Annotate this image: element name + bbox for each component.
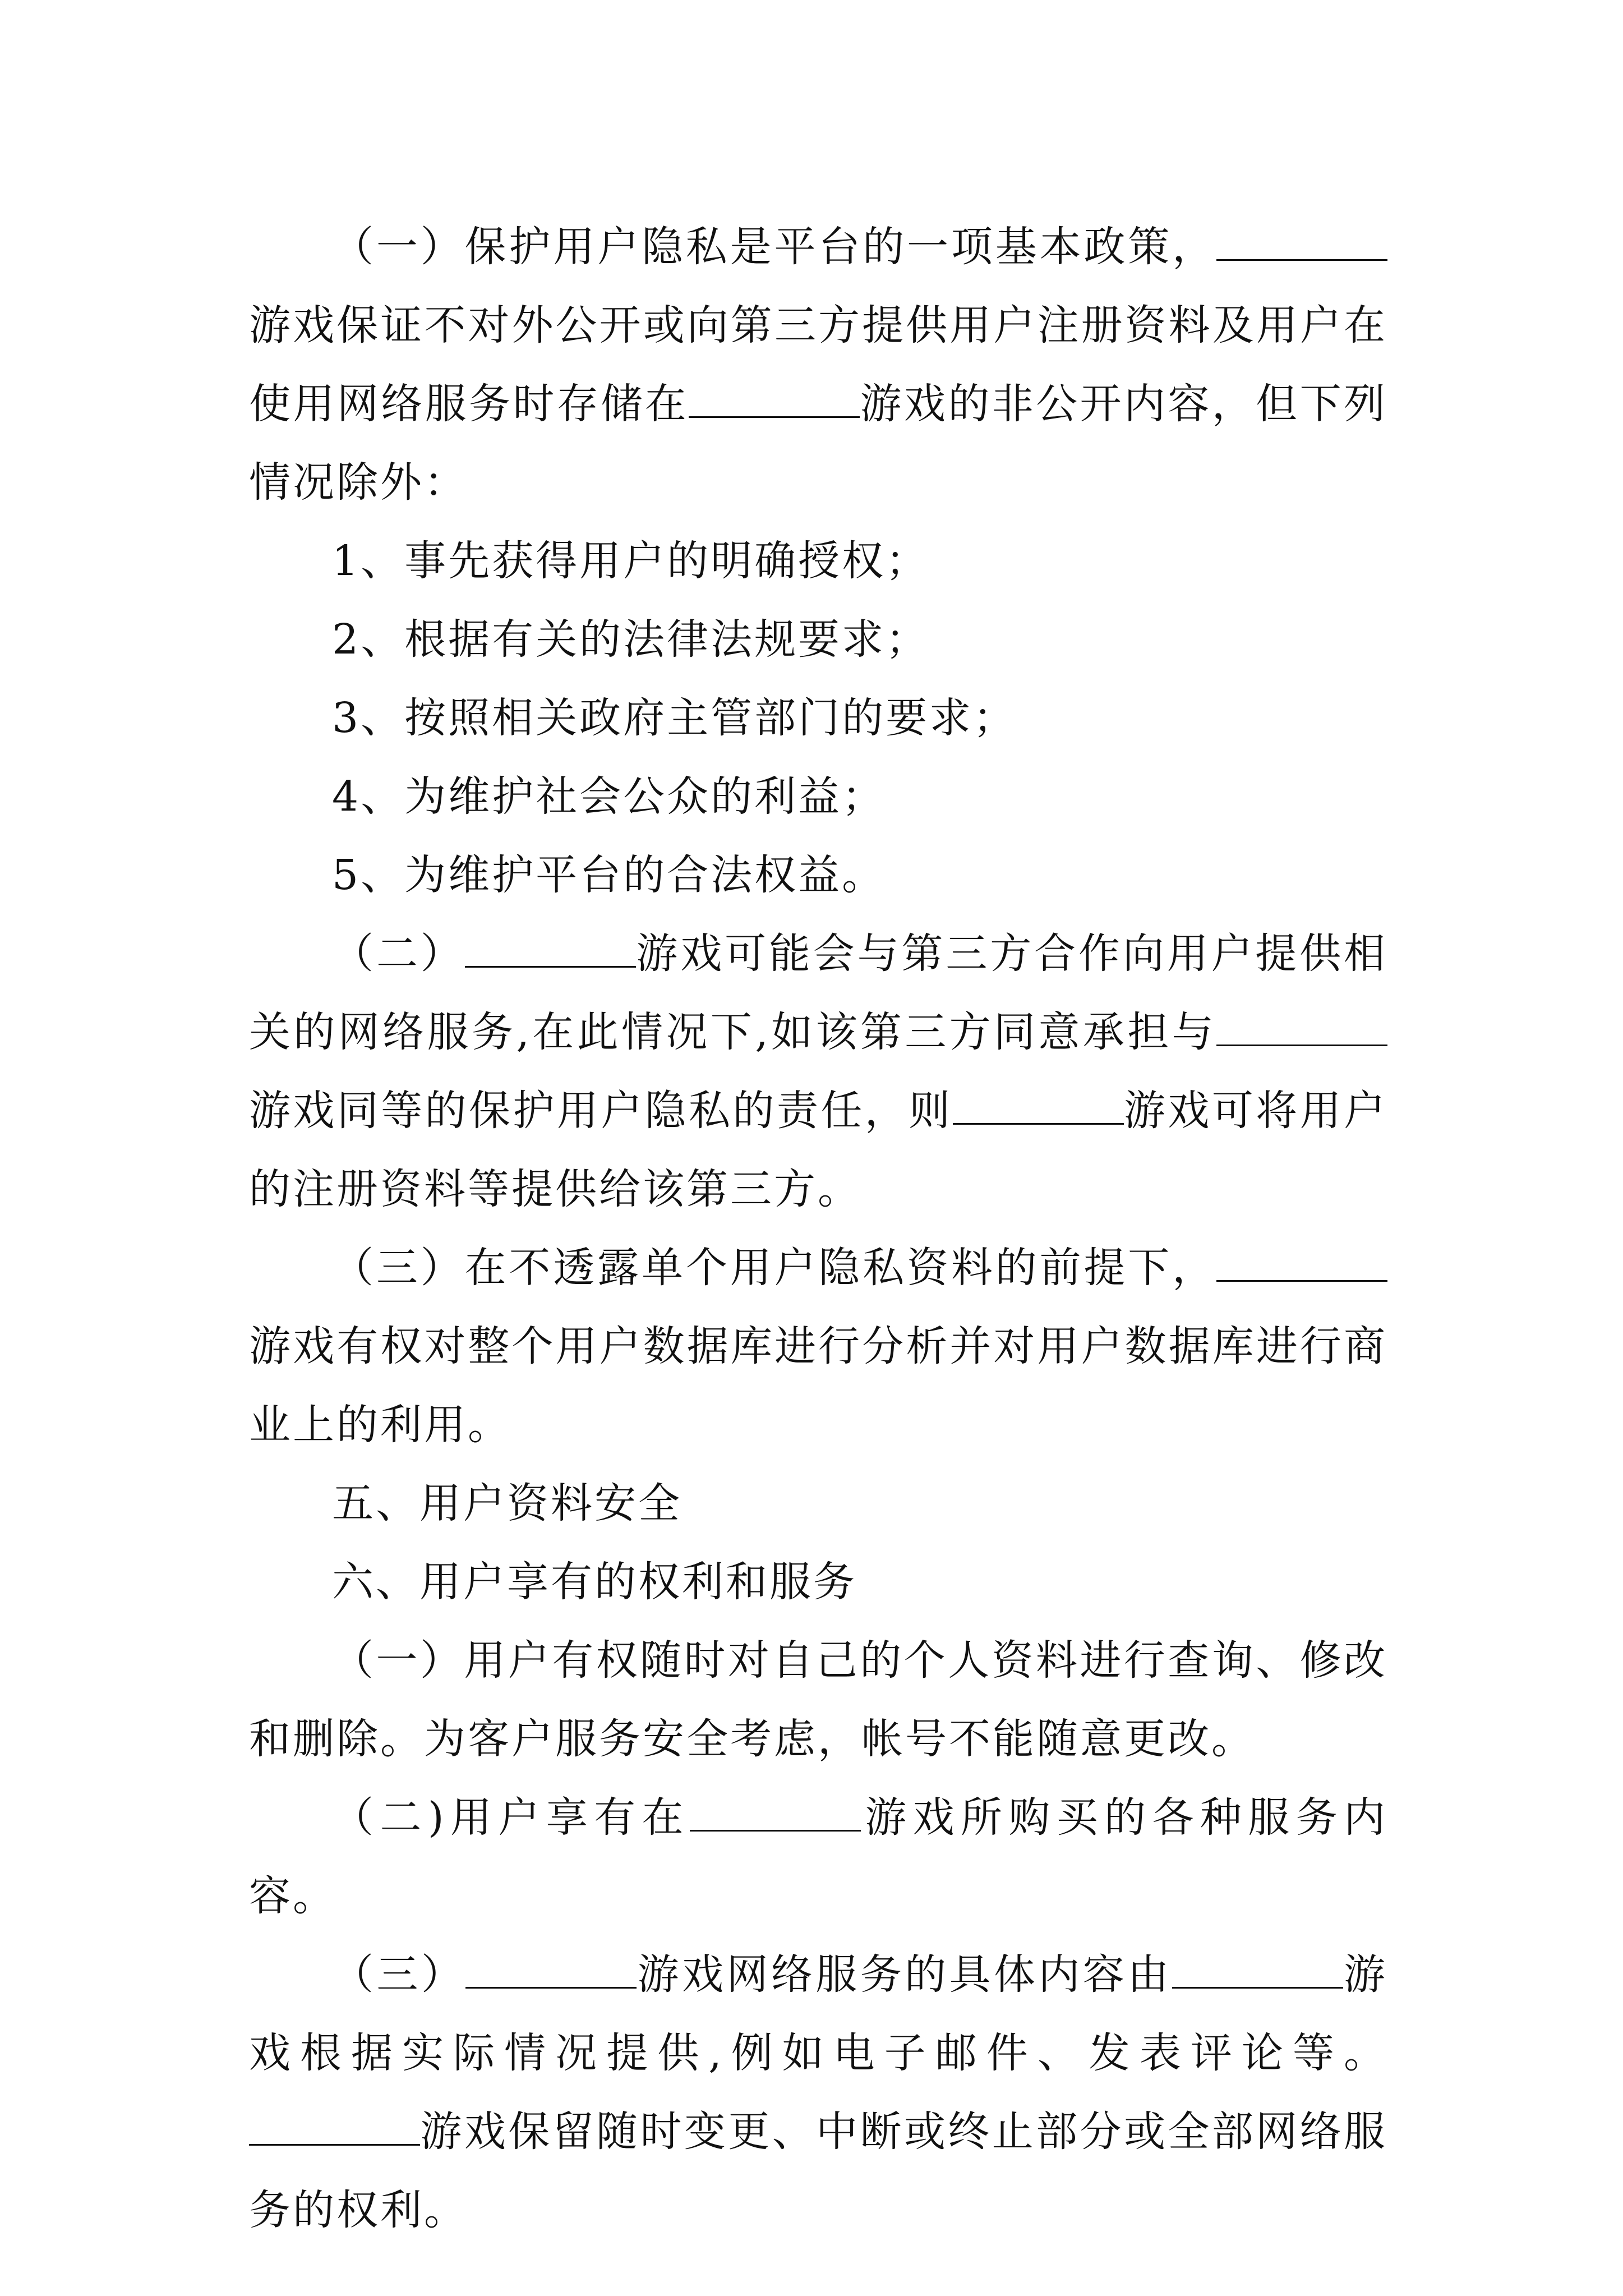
paragraph-privacy-policy <box>249 208 1387 522</box>
text-segment: 2、根据有关的法律法规要求； <box>332 615 930 664</box>
text-segment: 游戏保留随时变更、中断或终止部分或全部网络服务的权利。 <box>249 2108 1387 2234</box>
text-segment: （一）用户有权随时对自己的个人资料进行查询、修改和删除。为客户服务安全考虑，帐号不能随意更改。 <box>249 1636 1387 1763</box>
list-item <box>249 836 1387 914</box>
document-body <box>249 208 1387 2249</box>
text-segment: 游戏同等的保护用户隐私的责任，则 <box>249 1087 953 1135</box>
paragraph-purchased-services <box>249 1778 1387 1935</box>
text-segment: 六、用户享有的权利和服务 <box>332 1558 857 1606</box>
blank-line <box>1172 1955 1343 1989</box>
text-segment: 3、按照相关政府主管部门的要求； <box>332 694 1017 742</box>
text-segment: 游戏所购买的各种服务内容。 <box>249 1793 1387 1920</box>
paragraph-third-party <box>249 914 1387 1228</box>
text-segment: 4、为维护社会公众的利益； <box>332 772 886 821</box>
section-heading <box>249 1464 1387 1543</box>
paragraph-user-rights <box>249 1621 1387 1778</box>
text-segment: 游戏根据实际情况提供,例如电子邮件、发表评论等。 <box>249 1950 1388 2077</box>
blank-line <box>465 935 636 968</box>
blank-line <box>1216 228 1387 261</box>
blank-line <box>1216 1249 1387 1282</box>
text-segment: 五、用户资料安全 <box>332 1479 682 1527</box>
text-segment: （三）在不透露单个用户隐私资料的前提下， <box>332 1244 1216 1292</box>
text-segment: （三） <box>332 1950 466 1999</box>
text-segment: 游戏有权对整个用户数据库进行分析并对用户数据库进行商业上的利用。 <box>249 1322 1387 1449</box>
text-segment: 游戏可能会与第三方合作向用户提供相关的网络服务,在此情况下,如该第三方同意承担与 <box>249 930 1388 1056</box>
blank-line <box>1216 1013 1387 1046</box>
blank-line <box>690 1798 861 1832</box>
text-segment: （二)用户享有在 <box>332 1793 690 1842</box>
blank-line <box>465 1955 637 1989</box>
text-segment: 5、为维护平台的合法权益。 <box>332 851 886 899</box>
text-segment: 游戏网络服务的具体内容由 <box>637 1950 1172 1999</box>
text-segment: 游戏可将用户的注册资料等提供给该第三方。 <box>249 1087 1388 1213</box>
paragraph-service-content <box>249 1935 1387 2249</box>
list-item <box>249 600 1387 679</box>
text-segment: （二） <box>332 930 465 978</box>
list-item <box>249 679 1387 757</box>
text-segment: 游戏保证不对外公开或向第三方提供用户注册资料及用户在使用网络服务时存储在 <box>249 301 1387 428</box>
section-heading <box>249 1543 1387 1621</box>
blank-line <box>953 1092 1124 1125</box>
blank-line <box>689 385 860 418</box>
list-item <box>249 757 1387 836</box>
list-item <box>249 522 1387 600</box>
text-segment: 游戏的非公开内容，但下列情况除外： <box>249 380 1388 507</box>
blank-line <box>249 2113 420 2146</box>
paragraph-data-analysis <box>249 1228 1387 1464</box>
text-segment: （一）保护用户隐私是平台的一项基本政策， <box>332 223 1216 271</box>
text-segment: 1、事先获得用户的明确授权； <box>332 537 930 585</box>
